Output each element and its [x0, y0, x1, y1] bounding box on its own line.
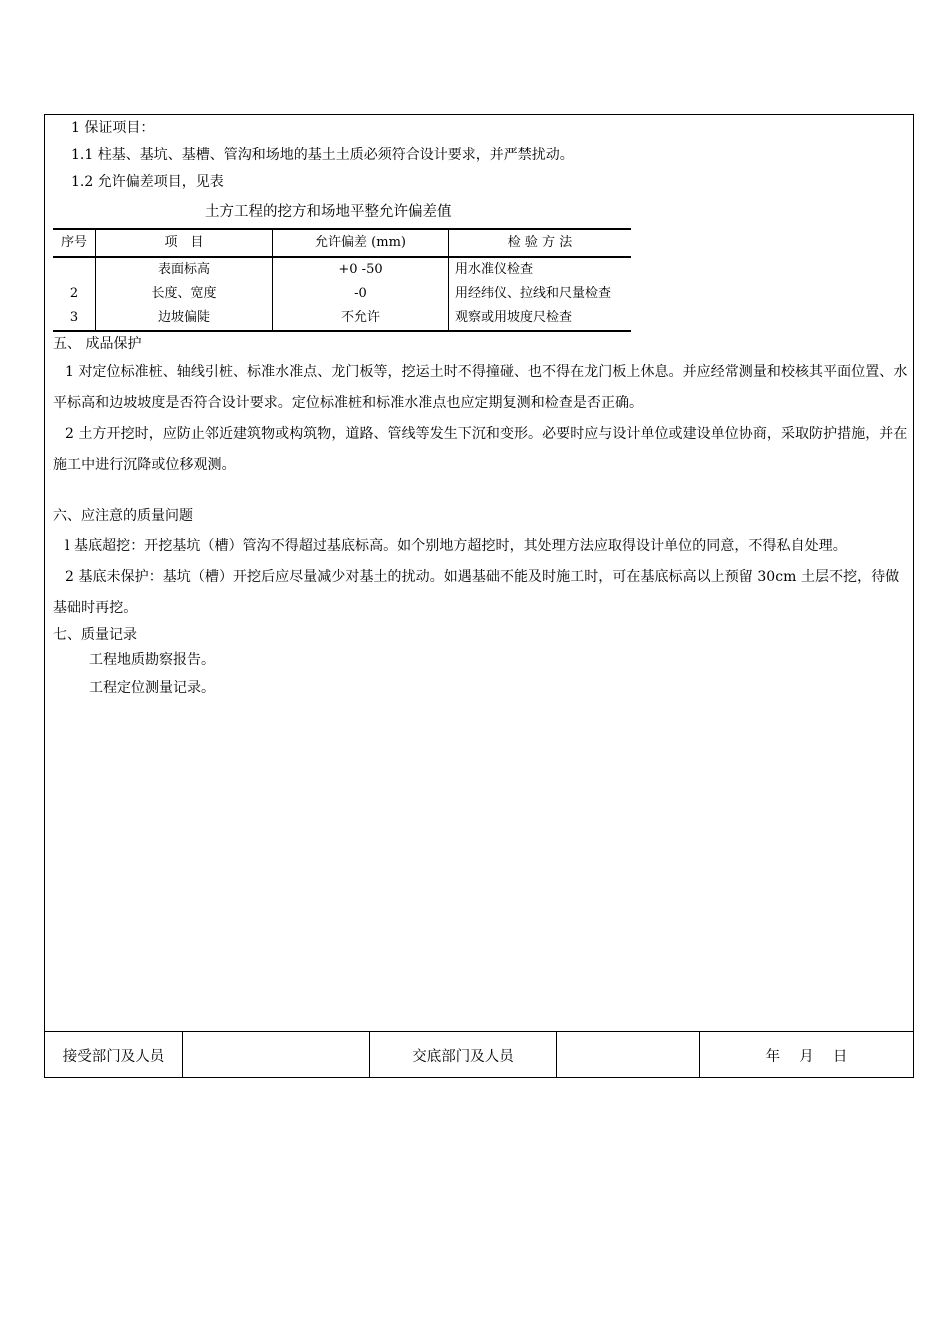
quality-issue-1: l 基底超挖：开挖基坑（槽）管沟不得超过基底标高。如个别地方超挖时，其处理方法应取得设计单位的同意，不得私自处理。 [65, 538, 847, 554]
handover-label: 交底部门及人员 [412, 1048, 514, 1065]
record-item: 工程地质勘察报告。 [89, 652, 215, 668]
tolerance-table [53, 228, 631, 332]
record-item: 工程定位测量记录。 [89, 680, 215, 696]
quality-issues-heading: 六、应注意的质量问题 [53, 508, 193, 524]
header-cell: 序号 [53, 229, 96, 257]
table-cell: 用水准仪检查 [455, 262, 534, 277]
table-row [53, 306, 631, 331]
guarantee-heading: 1 保证项目： [71, 120, 155, 136]
table-cell: 不允许 [273, 306, 449, 331]
table-cell: 2 [53, 282, 96, 306]
header-cell: 项 目 [96, 229, 273, 257]
table-cell: 3 [53, 306, 96, 331]
table-cell: -0 [273, 282, 449, 306]
table-cell: 用经纬仪、拉线和尺量检查 [455, 286, 612, 301]
table-cell: 观察或用坡度尺检查 [449, 306, 632, 331]
handover-field[interactable] [557, 1032, 700, 1078]
table-title: 土方工程的挖方和场地平整允许偏差值 [205, 204, 452, 220]
table-header-row [53, 229, 631, 257]
guarantee-item-1-1: 1.1 柱基、基坑、基槽、管沟和场地的基土土质必须符合设计要求，并严禁扰动。 [71, 147, 574, 163]
header-cell: 允许偏差 (mm) [273, 229, 449, 257]
date-cell[interactable] [700, 1032, 913, 1078]
table-cell: +0 -50 [273, 257, 449, 282]
protection-paragraph-2: 2 土方开挖时，应防止邻近建筑物或构筑物，道路、管线等发生下沉和变形。必要时应与设计单位或建设单位协商，采取防护措施，并在施工中进行沉降或位移观测。 [53, 426, 908, 473]
signature-row [45, 1031, 913, 1078]
table-cell: 表面标高 [96, 257, 273, 282]
receiver-label-cell [45, 1032, 183, 1078]
quality-issue-2: 2 基底未保护：基坑（槽）开挖后应尽量减少对基土的扰动。如遇基础不能及时施工时，可在基底标高以上预留 30cm 土层不挖，待做基础时再挖。 [53, 569, 900, 616]
records-heading: 七、质量记录 [53, 627, 137, 643]
document-content [53, 115, 909, 702]
handover-label-cell [370, 1032, 557, 1078]
table-cell: 长度、宽度 [96, 282, 273, 306]
receiver-field[interactable] [183, 1032, 370, 1078]
receiver-label: 接受部门及人员 [62, 1048, 165, 1065]
table-row [53, 282, 631, 306]
table-cell: 边坡偏陡 [96, 306, 273, 331]
protection-heading: 五、 成品保护 [53, 336, 142, 352]
table-cell [53, 257, 96, 282]
header-cell: 检 验 方 法 [449, 229, 632, 257]
date-label: 年 月 日 [765, 1048, 848, 1065]
guarantee-item-1-2: 1.2 允许偏差项目，见表 [71, 174, 224, 190]
protection-paragraph-1: 1 对定位标准桩、轴线引桩、标准水准点、龙门板等，挖运土时不得撞碰、也不得在龙门板上休息。并应经常测量和校核其平面位置、水平标高和边坡坡度是否符合设计要求。定位标准桩和标准水准点也应定期复测和检查是否正确。 [53, 364, 908, 411]
table-row [53, 257, 631, 282]
document-frame [44, 114, 914, 1078]
